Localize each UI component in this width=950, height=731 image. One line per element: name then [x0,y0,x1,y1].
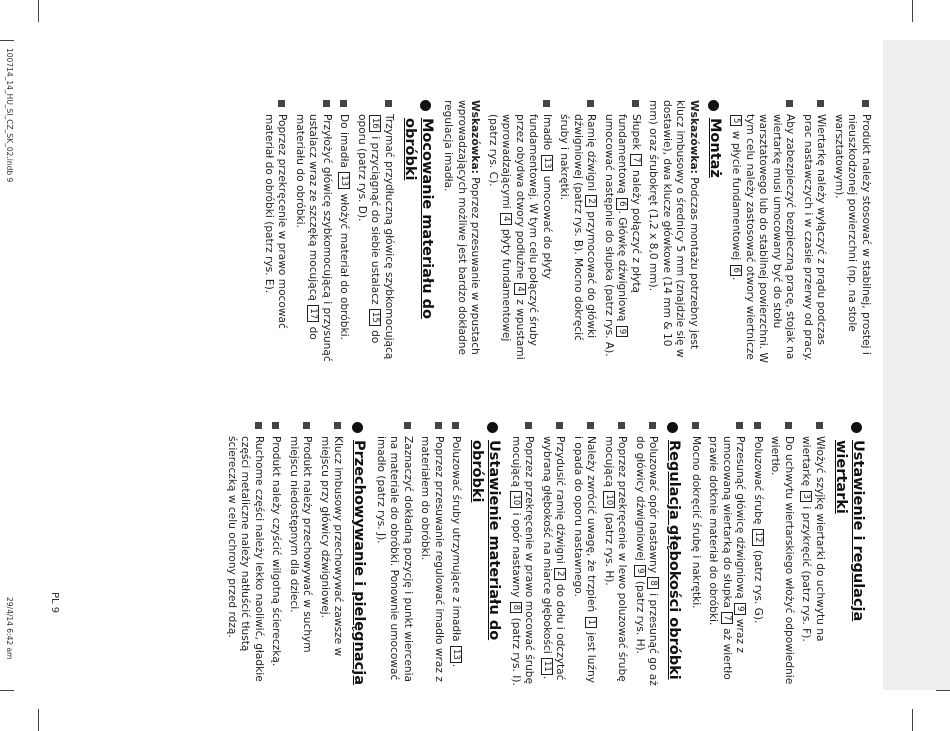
square-bullet-icon [785,422,792,429]
bullet-item [557,100,598,365]
bullet-text: Trzymać przydłuczną główicę szybkomocującą 16 i przyciągnąć do siebie ustalacz 15 do oporu (patrz rys. D). [356,114,395,360]
bullet-text: Produkt należy stosować w stabilnej, prostej i nieuszkodzonej powierzchni (np. na stole warsztatowym). [833,114,872,355]
square-bullet-icon [816,422,823,429]
print-timestamp: 29/4/14 6:42 am [5,597,14,660]
bullet-text: Do uchwytu wiertarskiego włożyć odpowiednie wiertło. [769,436,795,685]
square-bullet-icon [255,422,262,429]
crop-mark [912,709,913,731]
square-bullet-icon [737,422,744,429]
section-header-ustawienie-i-regulacja-wiertarki [832,422,866,687]
square-bullet-icon [754,422,761,429]
bullet-item [337,100,351,365]
bullet-item [318,422,345,687]
bullet-item [602,422,629,687]
section-header-regulacja-g-ebokosci-obrobki [666,422,683,687]
bullet-text: Poprzez przekręcenie w prawo mocować materiał do obróbki (patrz rys. E). [263,114,289,329]
square-bullet-icon [385,100,392,107]
square-bullet-icon [404,422,411,429]
right-column [221,422,873,687]
part-number-box: 13 [451,646,463,663]
part-number-box: 9 [634,565,646,576]
section-header-mocowanie-materia-u-do-obrobki [401,100,435,365]
section-bullet-dot [708,100,719,111]
bullet-item [449,422,463,687]
bullet-text: Do imadła 13 włożyć materiał do obróbki. [338,114,351,340]
part-number-box: 8 [510,602,522,613]
bullet-text: Poluzować śrubę 12 (patrz rys. G). [752,436,764,624]
part-number-box: 10 [510,491,522,508]
bullet-item [509,422,536,687]
bullet-text: Poprzez przekręcenie w lewo poluzować śrubę mocującą 10 (patrz rys. H). [603,436,629,682]
bullet-text: Zaznaczyć dokładną pozycję i punkt wiercenia na materiale do obróbki. Ponownie umocować imadło (patrz rys. J). [375,436,414,683]
part-number-box: 9 [735,603,747,614]
square-bullet-icon [341,100,348,107]
square-bullet-icon [526,422,533,429]
bullet-item [799,422,826,687]
part-number-box: 7 [721,612,733,623]
square-bullet-icon [787,100,794,107]
crop-mark [38,0,39,22]
section-bullet-dot [851,422,862,433]
part-number-box: 6 [731,265,743,276]
bullet-text: Poprzez przekręcenie w prawo mocować śrubę mocującą 10 i opór nastawny 8 (patrz rys. I). [510,436,536,686]
part-number-box: 13 [541,155,553,172]
square-bullet-icon [588,100,595,107]
bullet-item [269,422,283,687]
bullet-item [602,100,643,365]
square-bullet-icon [279,100,286,107]
bullet-item [293,100,334,365]
section-bullet-dot [353,422,364,433]
square-bullet-icon [650,422,657,429]
bullet-item [706,422,747,687]
note-paragraph: Wskazówka: Podczas montażu potrzebny jest klucz imbusowy o średnicy 5 mm (znajdzie się w dostawie), dwa klucze główkowe (14 mm & 10 mm) oraz śrubokręt (1,2 x 8,0 mm). [647,100,700,358]
part-number-box: 6 [617,198,629,209]
bullet-item [540,422,567,687]
note-label: Wskazówka: [469,100,482,174]
note-paragraph: Wskazówka: Poprzez przesuwanie w wpustach wprowadzających możliwe jest bardzo dokładne regulacja imadła. [442,100,482,355]
square-bullet-icon [619,422,626,429]
square-bullet-icon [632,100,639,107]
section-bullet-dot [488,422,499,433]
bullet-text: Produkt należy czyścić wilgotną ściereczką. [270,436,283,667]
part-number-box: 9 [617,326,629,337]
part-number-box: 4 [501,213,513,224]
square-bullet-icon [304,422,311,429]
square-bullet-icon [323,100,330,107]
part-number-box: 7 [630,154,642,165]
crop-mark [0,40,14,41]
bullet-item [801,100,828,365]
section-title: Mocowanie materiału do obróbki [402,118,435,319]
bullet-text: Przyłożyć główicę szybkomocującą i przysunąć ustalacz wraz ze szczęką mocującą 17 do materiału do obróbki. [294,114,333,362]
bullet-text: Ruchome części należy lekko naoliwić, gładkie części metaliczne należy natłuścić tłustą ściereczką w celu ochrony przed rdzą. [226,436,265,682]
square-bullet-icon [862,100,869,107]
part-number-box: 10 [603,491,615,508]
crop-mark [912,0,913,22]
bullet-text: Produkt należy przechowywać w suchym miejscu niedostępnym dla dzieci. [288,436,314,653]
square-bullet-icon [453,422,460,429]
square-bullet-icon [335,422,342,429]
crop-mark [936,690,950,691]
crop-mark [38,709,39,731]
square-bullet-icon [818,100,825,107]
bullet-text: Poluzować śruby utrzymujące z imadła 13. [450,436,463,668]
section-title: Montaż [707,118,723,178]
bullet-text: Włożyć szyjkę wiertarki do uchwytu na wiertarkę 3 i przykręcić (patrz rys. F). [800,436,826,642]
part-number-box: 3 [801,491,813,502]
bullet-item [832,100,873,365]
note-label: Wskazówka: [688,100,700,174]
bullet-item [486,100,554,365]
section-title: Przechowywanie i pielęgnacja [351,440,368,685]
bullet-text: Aby zabezpieczyć bezpieczną pracę, stojak na wiertarkę musi umocowany być do stołu warsztatowego lub do stabilnej powierzchni. W tym celu należy zastosować otwory wiertnicze 5 w płycie fundamentowej 6. [730,114,797,363]
bullet-text: Mocno dokręcić śrubę i nakrętki. [690,436,702,609]
bullet-item [287,422,314,687]
bullet-item [689,422,703,687]
square-bullet-icon [435,422,442,429]
bullet-item [729,100,797,365]
section-header-montaz [706,100,723,365]
bullet-text: Imadło 13 umocować do płyty fundamentowej. W tym celu połączyć śruby przez obydwa otwory podłużne 4 z wpustami wprowadzającymi 4 płyty fundamentowej (patrz rys. C). [487,114,553,360]
page-edge-band [883,40,950,690]
section-header-przechowywanie-i-pielegnacja [351,422,368,687]
part-number-box: 15 [370,309,382,326]
left-column [258,100,873,365]
bullet-text: Poluzować opór nastawny 8 i przesunąć go aż do główicy dźwigniowej 9 (patrz rys. H). [634,436,660,686]
bullet-text: Ramię dźwigni 2 przymocować do główki dźwigniowej (patrz rys. B). Mocno dokręcić śruby i nakrętki. [558,114,598,341]
bullet-text: Wiertarkę należy wyłączyć z prądu podczas prac nastawczych i w czasie przerwy od pracy. [802,114,828,361]
part-number-box: 8 [648,577,660,588]
bullet-item [355,100,396,365]
file-code-label: 100714_14_HU_SI_CZ_SK_02.indb 9 [5,48,14,183]
bullet-item [225,422,266,687]
bullet-item [768,422,795,687]
bullet-item [751,422,765,687]
square-bullet-icon [588,422,595,429]
square-bullet-icon [557,422,564,429]
part-number-box: 4 [514,283,526,294]
part-number-box: 13 [339,172,351,189]
bullet-item [262,100,289,365]
bullet-item [374,422,415,687]
square-bullet-icon [273,422,280,429]
section-title: Ustawienie materiału do obróbki [469,440,503,641]
bullet-text: Należy zwrócić uwagę, że trzpień 1 jest luźny i opada do oporu nastawnego. [572,436,598,683]
part-number-box: 2 [555,568,567,579]
part-number-box: 11 [541,658,553,675]
section-title: Regulacja głębokości obróbki [666,440,683,680]
part-number-box: 17 [308,305,320,322]
square-bullet-icon [692,422,699,429]
section-bullet-dot [420,100,431,111]
bullet-item [633,422,660,687]
bullet-text: Klucz imbusowy przechowywać zawsze w miejscu przy główicy dźwigniowej. [319,436,345,657]
part-number-box: 1 [586,617,598,628]
bullet-text: Przesunąć główicę dźwigniową 9 wraz z umocowaną wiertarką do słupka 7 aż wiertło prawie dotknie materiał do obróbki. [707,436,747,680]
crop-mark [0,690,14,691]
bullet-text: Słupek 7 należy połączyć z płytą fundamentową 6. Główkę dźwigniową 9 umocować następnie do słupka (patrz rys. A). [603,114,642,357]
bullet-item [571,422,598,687]
section-title: Ustawienie i regulacja wiertarki [833,440,866,622]
part-number-box: 2 [586,195,598,206]
page-number: PL 9 [49,592,60,614]
bullet-text: Poprzez przesuwanie regulować imadło wraz z materiałem do obróbki. [419,436,445,682]
part-number-box: 12 [752,529,764,546]
bullet-text: Przydusić ramię dźwigni 2 do dołu i odczytać wybraną głębokość na miarce głębokości 11. [541,436,567,681]
section-bullet-dot [668,422,679,433]
bullet-item [418,422,445,687]
square-bullet-icon [543,100,550,107]
part-number-box: 5 [731,115,743,126]
part-number-box: 16 [370,115,382,132]
section-header-ustawienie-materia-u-do-obrobki [469,422,503,687]
